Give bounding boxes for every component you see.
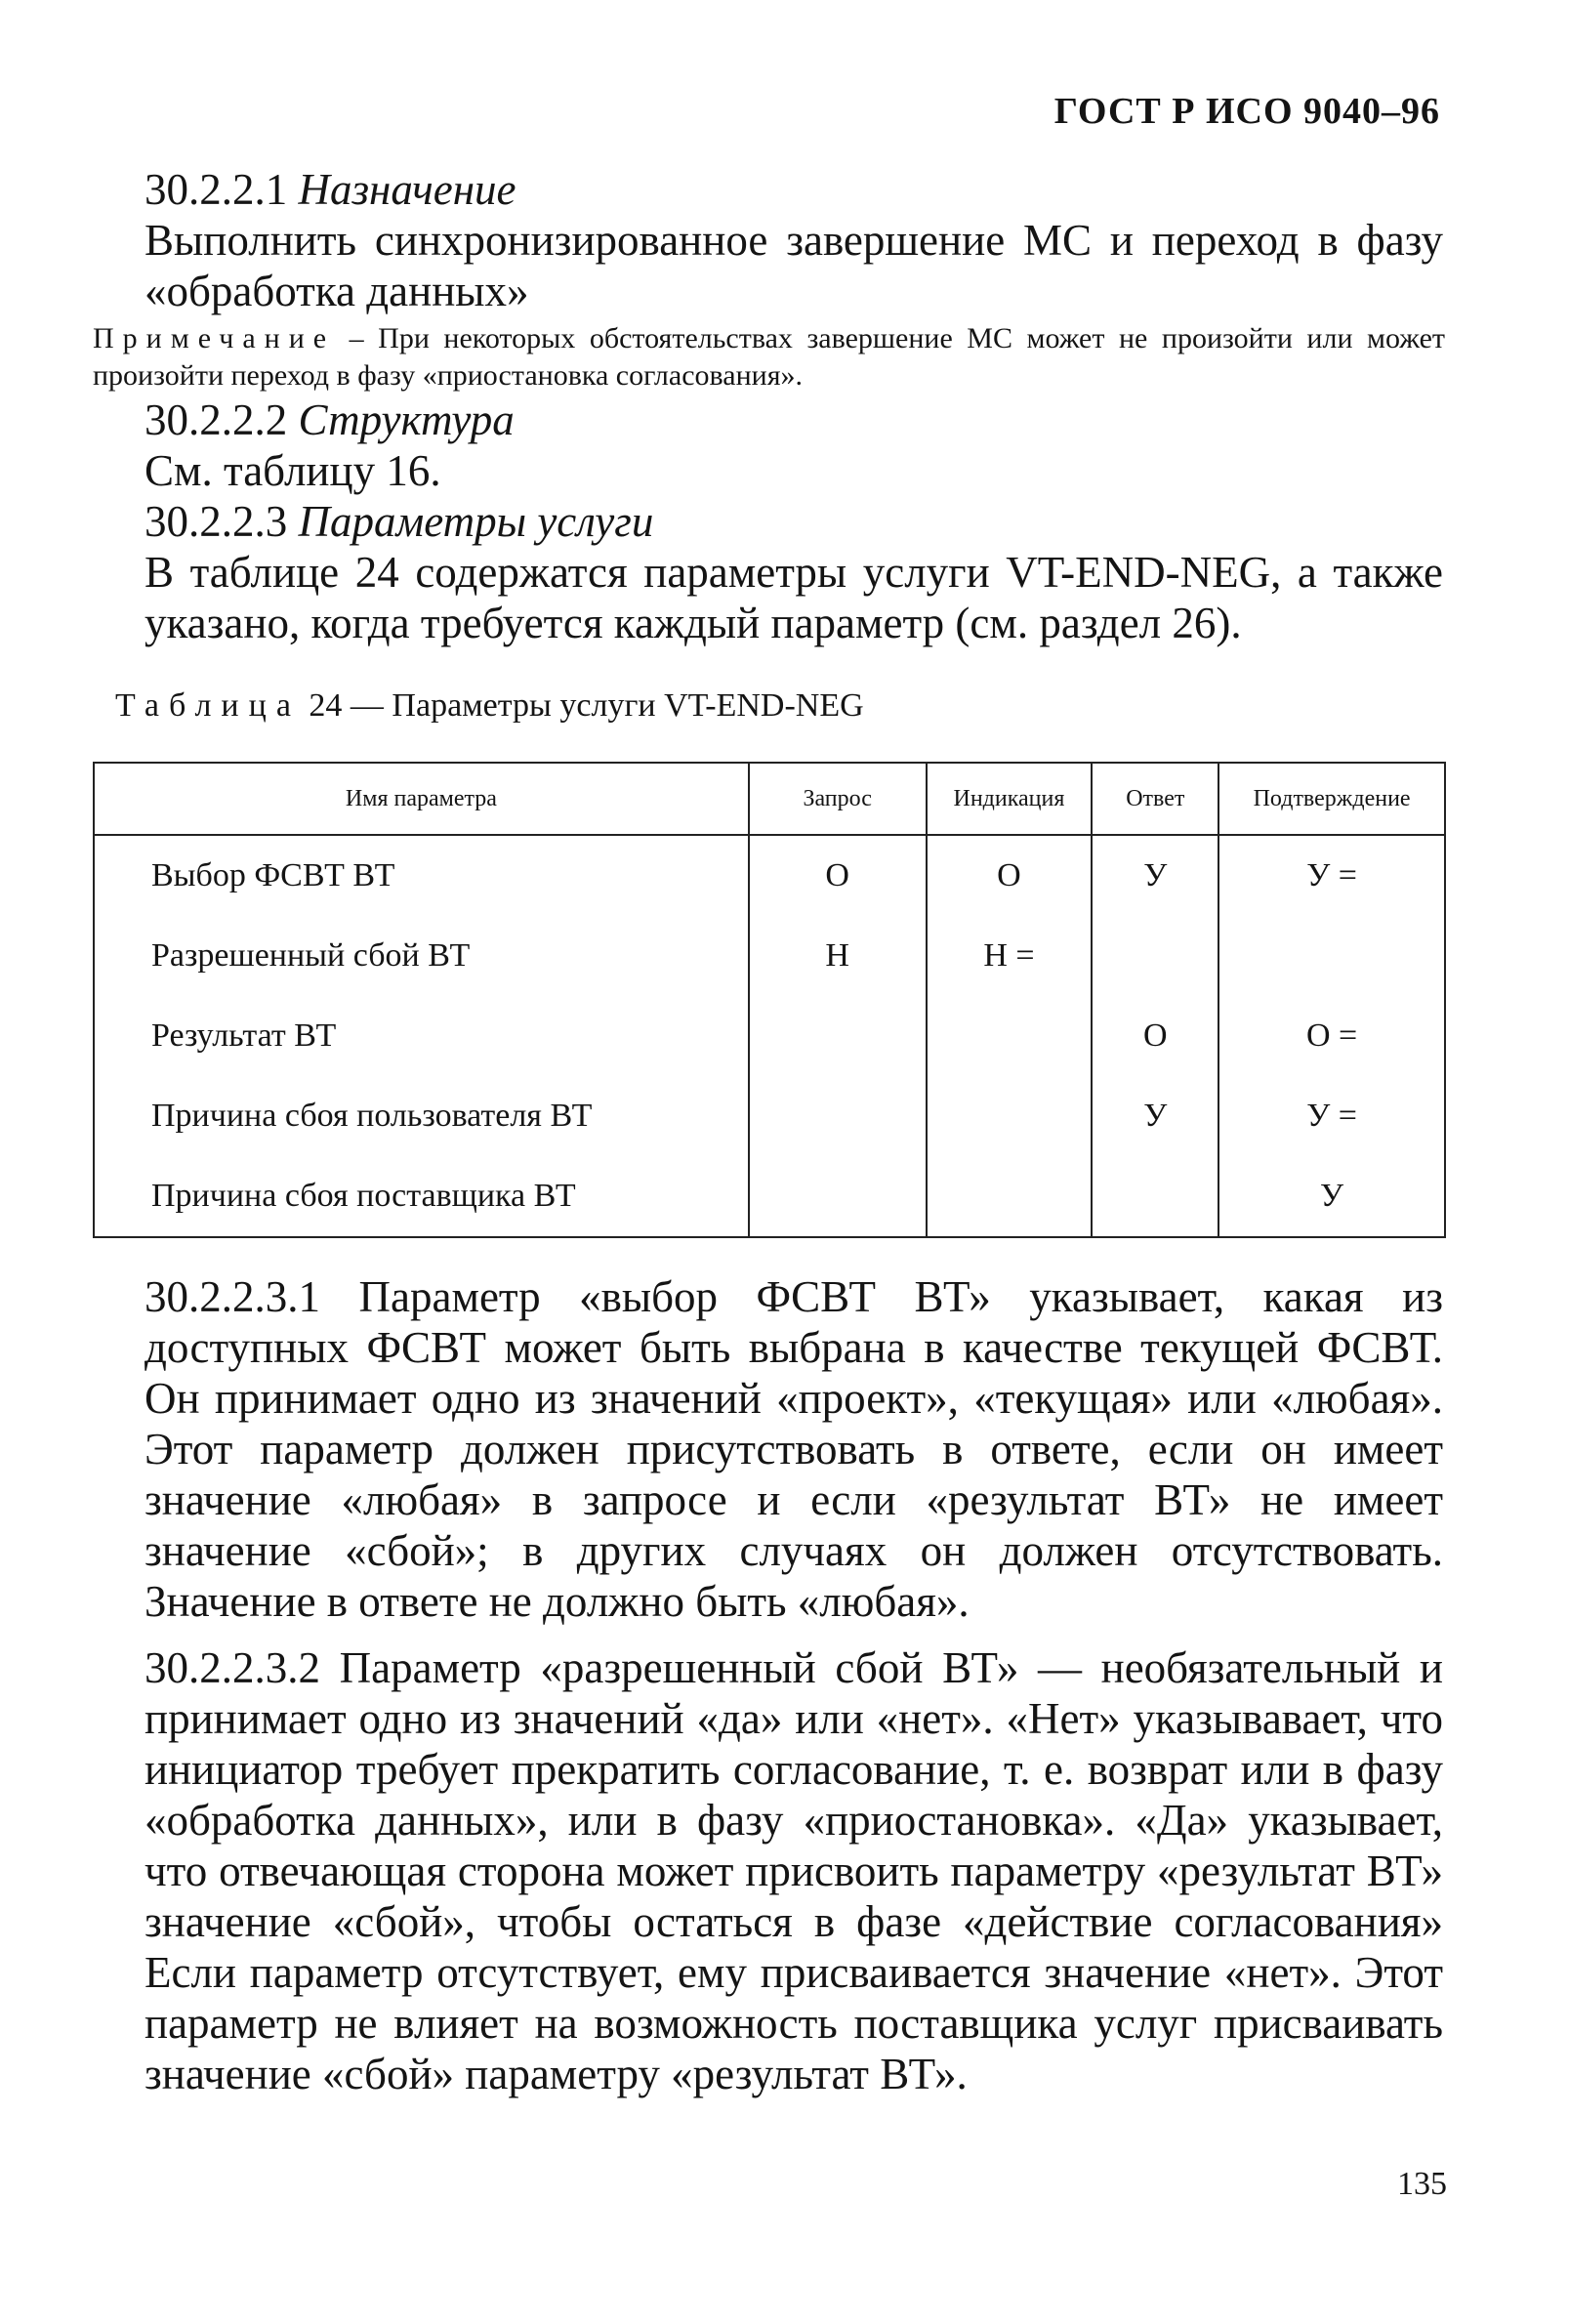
- param-confirmation: У: [1218, 1156, 1445, 1237]
- table-row: [94, 835, 1445, 916]
- param-confirmation: О =: [1218, 996, 1445, 1076]
- paragraph-text: 30.2.2.3.2 Параметр «разрешенный сбой ВТ» — необязательный и принимает одно из значений «да» или «нет». «Нет» указывавает, что инициатор требует прекратить согласование, т. е. возврат или в фазу «обработка данных», или в фазу «приостановка». «Да» указывает, что отвечающая сторона может присвоить параметру «результат ВТ» значение «сбой», чтобы остаться в фазе «действие согласования» Если параметр отсутствует, ему присваивается значение «нет». Этот параметр не влияет на возможность поставщика услуг присваивать значение «сбой» параметру «результат ВТ».: [145, 1643, 1443, 2098]
- section-30-2-2-2: [145, 394, 1443, 496]
- param-request: [749, 1156, 927, 1237]
- param-indication: О: [927, 835, 1093, 916]
- header-cell-response: Ответ: [1092, 763, 1218, 835]
- param-confirmation: [1218, 916, 1445, 996]
- table-caption-text: 24 — Параметры услуги VT-END-NEG: [309, 687, 864, 724]
- table-row: [94, 1076, 1445, 1156]
- paragraph-30-2-2-3-2: [145, 1642, 1443, 2099]
- param-name: Разрешенный сбой ВТ: [94, 916, 749, 996]
- param-name: Результат ВТ: [94, 996, 749, 1076]
- table-header-row: [94, 763, 1445, 835]
- parameters-table: [93, 762, 1446, 1238]
- table-row: [94, 996, 1445, 1076]
- param-confirmation: У =: [1218, 835, 1445, 916]
- section-number: 30.2.2.1: [145, 165, 288, 214]
- section-title: Параметры услуги: [298, 497, 654, 546]
- section-text: Выполнить синхронизированное завершение МС и переход в фазу «обработка данных»: [145, 216, 1443, 315]
- param-name: Выбор ФСВТ ВТ: [94, 835, 749, 916]
- table-caption: [115, 687, 864, 725]
- section-30-2-2-1: [145, 164, 1443, 316]
- param-request: [749, 1076, 927, 1156]
- section-heading: [145, 164, 1443, 215]
- section-heading: [145, 394, 1443, 445]
- param-response: У: [1092, 835, 1218, 916]
- header-cell-request: Запрос: [749, 763, 927, 835]
- table-row: [94, 916, 1445, 996]
- section-heading: [145, 496, 1443, 547]
- section-text: См. таблицу 16.: [145, 446, 441, 495]
- param-request: [749, 996, 927, 1076]
- param-name: Причина сбоя пользователя ВТ: [94, 1076, 749, 1156]
- section-title: Назначение: [298, 165, 516, 214]
- section-text: В таблице 24 содержатся параметры услуги VT-END-NEG, а также указано, когда требуется каждый параметр (см. раздел 26).: [145, 548, 1443, 647]
- param-confirmation: У =: [1218, 1076, 1445, 1156]
- section-title: Структура: [298, 395, 515, 444]
- param-response: У: [1092, 1076, 1218, 1156]
- paragraph-text: 30.2.2.3.1 Параметр «выбор ФСВТ ВТ» указывает, какая из доступных ФСВТ может быть выбрана в качестве текущей ФСВТ. Он принимает одно из значений «проект», «текущая» или «любая». Этот параметр должен присутствовать в ответе, если он имеет значение «любая» в запросе и если «результат ВТ» не имеет значение «сбой»; в других случаях он должен отсутствовать. Значение в ответе не должно быть «любая».: [145, 1272, 1443, 1626]
- table-caption-label: Таблица: [115, 687, 301, 724]
- page-number: 135: [1397, 2166, 1447, 2202]
- param-response: [1092, 916, 1218, 996]
- section-number: 30.2.2.3: [145, 497, 288, 546]
- note-text: – При некоторых обстоятельствах завершение МС может не произойти или может произойти переход в фазу «приостановка согласования».: [93, 322, 1446, 392]
- param-response: О: [1092, 996, 1218, 1076]
- param-name: Причина сбоя поставщика ВТ: [94, 1156, 749, 1237]
- table-row: [94, 1156, 1445, 1237]
- header-cell-confirmation: Подтверждение: [1218, 763, 1445, 835]
- param-request: Н: [749, 916, 927, 996]
- param-indication: [927, 1076, 1093, 1156]
- param-request: О: [749, 835, 927, 916]
- header-cell-indication: Индикация: [927, 763, 1093, 835]
- param-indication: [927, 1156, 1093, 1237]
- note-label: Примечание: [93, 322, 336, 354]
- document-header: ГОСТ Р ИСО 9040–96: [1053, 91, 1440, 132]
- section-30-2-2-3: [145, 496, 1443, 648]
- note: [93, 320, 1445, 394]
- param-indication: Н =: [927, 916, 1093, 996]
- header-cell-name: Имя параметра: [94, 763, 749, 835]
- param-indication: [927, 996, 1093, 1076]
- section-number: 30.2.2.2: [145, 395, 288, 444]
- paragraph-30-2-2-3-1: [145, 1271, 1443, 1627]
- param-response: [1092, 1156, 1218, 1237]
